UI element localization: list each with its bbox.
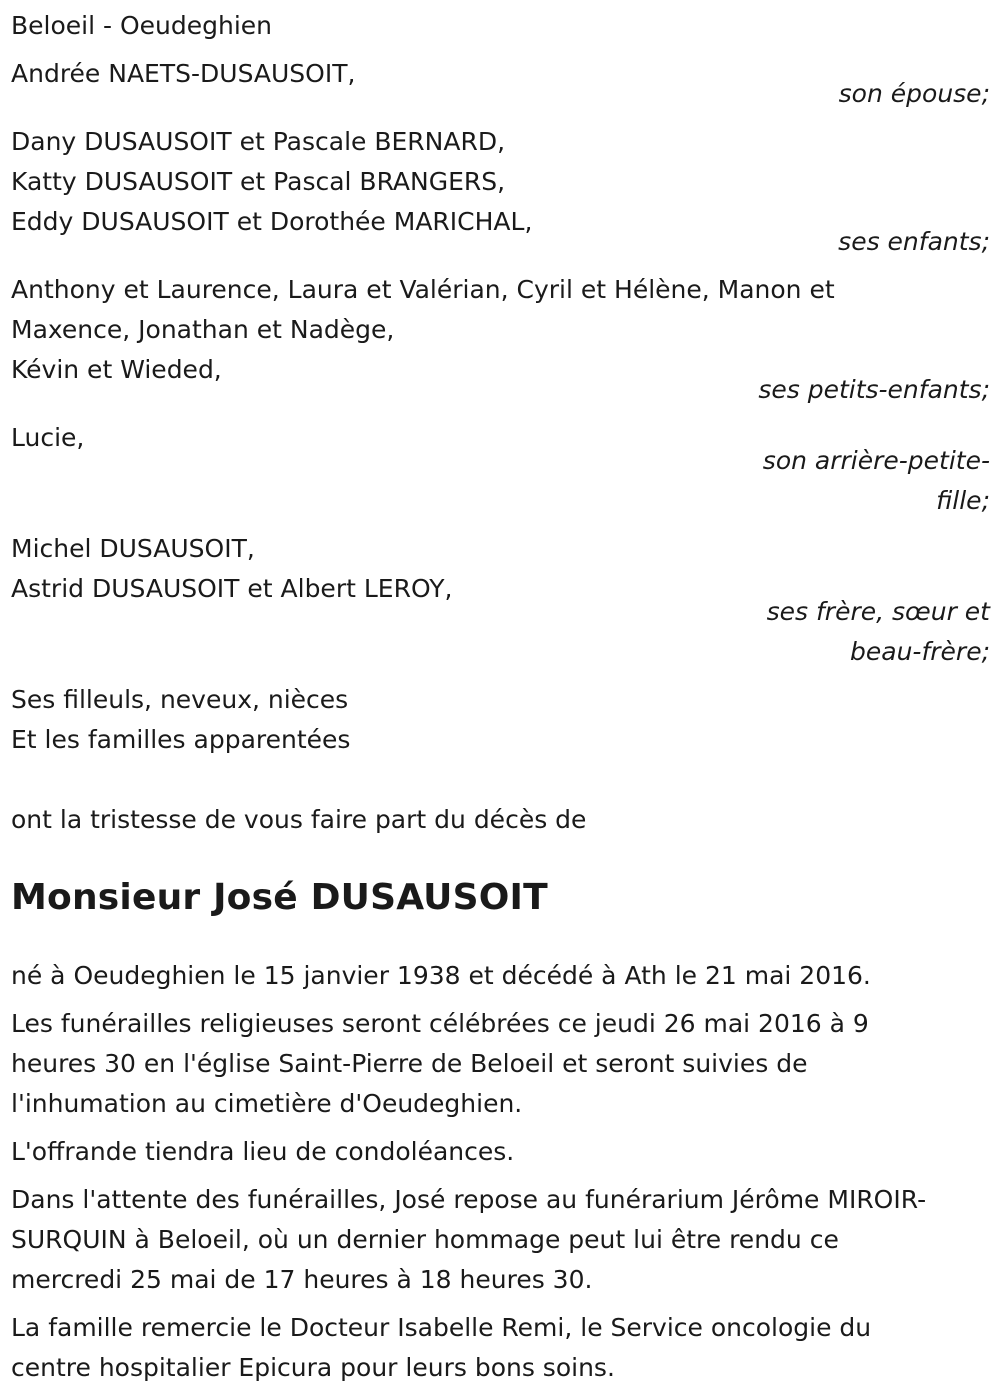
paragraph-line: Dans l'attente des funérailles, José repose au funérarium Jérôme MIROIR-: [11, 1185, 927, 1214]
family-role: fille;: [936, 486, 990, 515]
family-role: ses frère, sœur et: [766, 597, 990, 626]
family-name-line: Maxence, Jonathan et Nadège,: [11, 315, 395, 344]
paragraph-line: Les funérailles religieuses seront célébrées ce jeudi 26 mai 2016 à 9: [11, 1009, 869, 1038]
family-role: ses enfants;: [838, 227, 990, 256]
deceased-name: Monsieur José DUSAUSOIT: [11, 877, 548, 918]
paragraph-offering: [11, 1132, 990, 1172]
family-role: son arrière-petite-: [762, 446, 990, 475]
paragraph-visitation: [11, 1180, 990, 1300]
paragraph-line: L'offrande tiendra lieu de condoléances.: [11, 1137, 515, 1166]
paragraph-birth-death: [11, 956, 990, 996]
paragraph-line: centre hospitalier Epicura pour leurs bons soins.: [11, 1353, 615, 1382]
announcement-text: ont la tristesse de vous faire part du décès de: [11, 805, 587, 834]
family-group-spouse: [11, 54, 990, 114]
paragraph-funeral: [11, 1004, 990, 1124]
paragraph-line: heures 30 en l'église Saint-Pierre de Beloeil et seront suivies de: [11, 1049, 808, 1078]
extended-family: [11, 680, 990, 760]
family-name-line: Dany DUSAUSOIT et Pascale BERNARD,: [11, 127, 506, 156]
family-role: son épouse;: [838, 79, 990, 108]
family-name-line: Michel DUSAUSOIT,: [11, 534, 255, 563]
family-group-great-grandchild: [11, 418, 990, 521]
paragraph-line: l'inhumation au cimetière d'Oeudeghien.: [11, 1089, 523, 1118]
extended-family-line: Et les familles apparentées: [11, 725, 351, 754]
paragraph-line: SURQUIN à Beloeil, où un dernier hommage peut lui être rendu ce: [11, 1225, 839, 1254]
paragraph-thanks: [11, 1308, 990, 1388]
location-header: Beloeil - Oeudeghien: [11, 11, 272, 40]
family-name-line: Lucie,: [11, 423, 85, 452]
paragraph-line: né à Oeudeghien le 15 janvier 1938 et décédé à Ath le 21 mai 2016.: [11, 961, 871, 990]
family-group-grandchildren: [11, 270, 990, 410]
family-name-line: Astrid DUSAUSOIT et Albert LEROY,: [11, 574, 453, 603]
family-role: beau-frère;: [850, 637, 990, 666]
family-name-line: Anthony et Laurence, Laura et Valérian, Cyril et Hélène, Manon et: [11, 275, 835, 304]
family-group-siblings: [11, 529, 990, 672]
paragraph-line: La famille remercie le Docteur Isabelle Remi, le Service oncologie du: [11, 1313, 872, 1342]
extended-family-line: Ses filleuls, neveux, nièces: [11, 685, 349, 714]
paragraph-line: mercredi 25 mai de 17 heures à 18 heures 30.: [11, 1265, 593, 1294]
family-name-line: Katty DUSAUSOIT et Pascal BRANGERS,: [11, 167, 506, 196]
family-name-line: Eddy DUSAUSOIT et Dorothée MARICHAL,: [11, 207, 533, 236]
family-name-line: Kévin et Wieded,: [11, 355, 222, 384]
family-name-line: Andrée NAETS-DUSAUSOIT,: [11, 59, 356, 88]
family-group-children: [11, 122, 990, 262]
family-role: ses petits-enfants;: [758, 375, 990, 404]
